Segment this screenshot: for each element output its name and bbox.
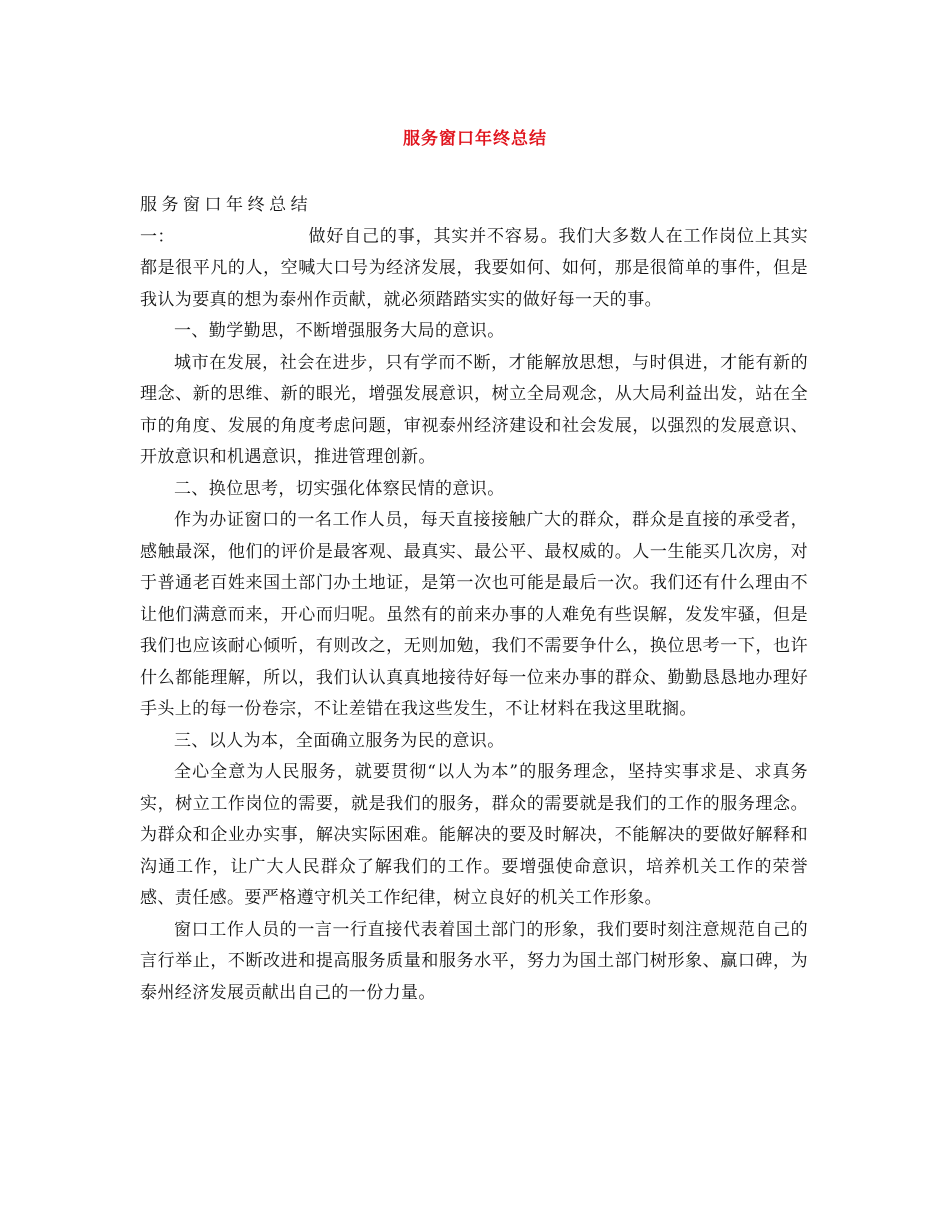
intro-label: 服务窗口年终总结一： (140, 195, 308, 247)
body-paragraph-1: 城市在发展，社会在进步，只有学而不断，才能解放思想，与时俱进，才能有新的理念、新的思维、新的眼光，增强发展意识，树立全局观念，从大局利益出发，站在全市的角度、发展的角度考虑问题，审视泰州经济建设和社会发展，以强烈的发展意识、开放意识和机遇意识，推进管理创新。 (140, 352, 808, 467)
body-paragraph-2: 作为办证窗口的一名工作人员，每天直接接触广大的群众，群众是直接的承受者，感触最深，他们的评价是最客观、最真实、最公平、最权威的。人一生能买几次房，对于普通老百姓来国土部门办土地证，是第一次也可能是最后一次。我们还有什么理由不让他们满意而来，开心而归呢。虽然有的前来办事的人难免有些误解，发发牢骚，但是我们也应该耐心倾听，有则改之，无则加勉，我们不需要争什么，换位思考一下，也许什么都能理解，所以，我们认认真真地接待好每一位来办事的群众、勤勤恳恳地办理好手头上的每一份卷宗，不让差错在我这些发生，不让材料在我这里耽搁。 (140, 510, 808, 719)
document-title: 服务窗口年终总结 (403, 129, 547, 149)
section-heading-1: 一、勤学勤思，不断增强服务大局的意识。 (174, 321, 505, 341)
body-paragraph-4: 窗口工作人员的一言一行直接代表着国土部门的形象，我们要时刻注意规范自己的言行举止，不断改进和提高服务质量和服务水平，努力为国土部门树形象、赢口碑，为泰州经济发展贡献出自己的一份力量。 (140, 919, 808, 1003)
intro-text: 做好自己的事，其实并不容易。我们大多数人在工作岗位上其实都是很平凡的人，空喊大口号为经济发展，我要如何、如何，那是很简单的事件，但是我认为要真的想为泰州作贡献，就必须踏踏实实的做好每一天的事。 (140, 226, 808, 310)
body-paragraph-3: 全心全意为人民服务，就要贯彻“以人为本”的服务理念，坚持实事求是、求真务实，树立工作岗位的需要，就是我们的服务，群众的需要就是我们的工作的服务理念。为群众和企业办实事，解决实际困难。能解决的要及时解决，不能解决的要做好解释和沟通工作，让广大人民群众了解我们的工作。要增强使命意识，培养机关工作的荣誉感、责任感。要严格遵守机关工作纪律，树立良好的机关工作形象。 (140, 762, 808, 908)
section-heading-3: 三、以人为本，全面确立服务为民的意识。 (174, 730, 505, 751)
section-heading-2: 二、换位思考，切实强化体察民情的意识。 (174, 478, 505, 499)
intro-paragraph (140, 190, 808, 316)
document-body (140, 190, 808, 1009)
